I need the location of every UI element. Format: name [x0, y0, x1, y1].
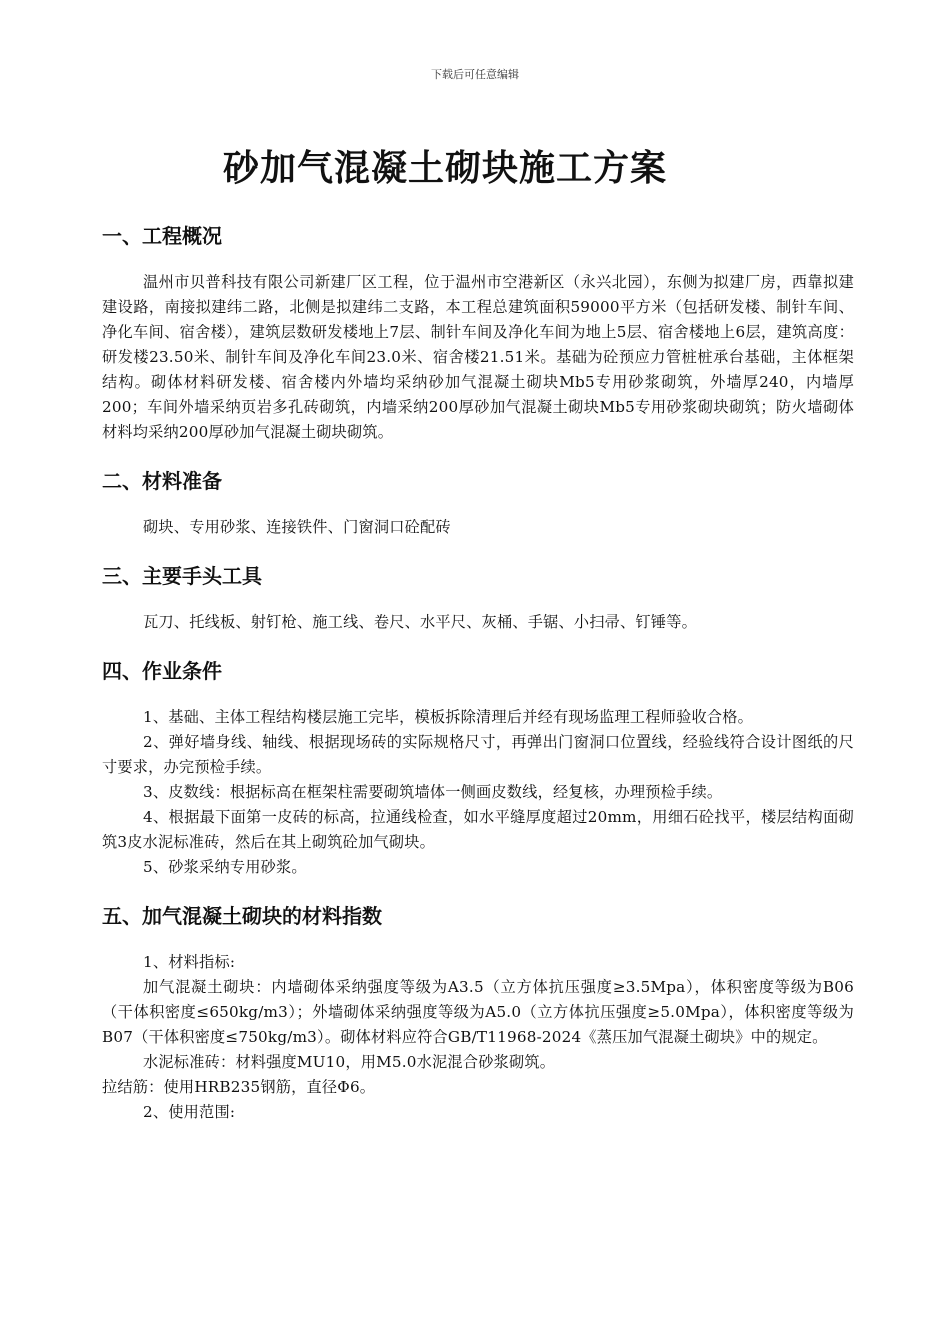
paragraph: 3、皮数线：根据标高在框架柱需要砌筑墙体一侧画皮数线，经复核，办理预检手续。	[143, 783, 723, 801]
section-heading-tools: 三、主要手头工具	[102, 564, 262, 588]
paragraph: 1、材料指标:	[143, 953, 236, 971]
paragraph: 5、砂浆采纳专用砂浆。	[143, 858, 307, 876]
paragraph: 1、基础、主体工程结构楼层施工完毕，模板拆除清理后并经有现场监理工程师验收合格。	[143, 708, 754, 726]
paragraph: 拉结筋：使用HRB235钢筋，直径Φ6。	[102, 1078, 376, 1096]
paragraph: 2、弹好墙身线、轴线、根据现场砖的实际规格尺寸，再弹出门窗洞口位置线，经验线符合设计图纸的尺寸要求，办完预检手续。	[102, 733, 854, 776]
section-heading-conditions: 四、作业条件	[102, 659, 222, 683]
paragraph: 2、使用范围:	[143, 1103, 236, 1121]
section-heading-materials: 二、材料准备	[102, 469, 222, 493]
paragraph: 水泥标准砖：材料强度MU10，用M5.0水泥混合砂浆砌筑。	[143, 1053, 556, 1071]
document-body	[102, 220, 854, 1125]
paragraph: 加气混凝土砌块：内墙砌体采纳强度等级为A3.5（立方体抗压强度≥3.5Mpa），体积密度等级为B06（干体积密度≤650kg/m3）；外墙砌体采纳强度等级为A5.0（立方体抗压强度≥5.0Mpa），体积密度等级为B07（干体积密度≤750kg/m3）。砌体材料应符合GB/T11968-2024《蒸压加气混凝土砌块》中的规定。	[102, 978, 854, 1046]
paragraph: 砌块、专用砂浆、连接铁件、门窗洞口砼配砖	[143, 518, 451, 536]
paragraph: 4、根据最下面第一皮砖的标高，拉通线检查，如水平缝厚度超过20mm，用细石砼找平，楼层结构面砌筑3皮水泥标准砖，然后在其上砌筑砼加气砌块。	[102, 808, 854, 851]
section-heading-overview: 一、工程概况	[102, 224, 222, 248]
header-note: 下载后可任意编辑	[431, 68, 519, 81]
paragraph: 温州市贝普科技有限公司新建厂区工程，位于温州市空港新区（永兴北园），东侧为拟建厂房，西靠拟建建设路，南接拟建纬二路，北侧是拟建纬二支路，本工程总建筑面积59000平方米（包括研发楼、制针车间、净化车间、宿舍楼），建筑层数研发楼地上7层、制针车间及净化车间为地上5层、宿舍楼地上6层，建筑高度：研发楼23.50米、制针车间及净化车间23.0米、宿舍楼21.51米。基础为砼预应力管桩桩承台基础，主体框架结构。砌体材料研发楼、宿舍楼内外墙均采纳砂加气混凝土砌块Mb5专用砂浆砌筑，外墙厚240，内墙厚200；车间外墙采纳页岩多孔砖砌筑，内墙采纳200厚砂加气混凝土砌块Mb5专用砂浆砌块砌筑；防火墙砌体材料均采纳200厚砂加气混凝土砌块砌筑。	[102, 273, 854, 441]
section-heading-material-index: 五、加气混凝土砌块的材料指数	[102, 904, 382, 928]
paragraph: 瓦刀、托线板、射钉枪、施工线、卷尺、水平尺、灰桶、手锯、小扫帚、钉锤等。	[143, 613, 697, 631]
document-title: 砂加气混凝土砌块施工方案	[222, 148, 667, 189]
